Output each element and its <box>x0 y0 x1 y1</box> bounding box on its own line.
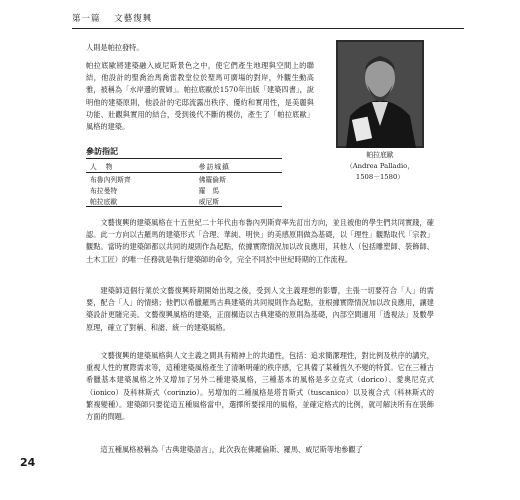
chapter-title: 文藝復興 <box>114 14 153 24</box>
table-cell: 威尼斯 <box>195 195 282 207</box>
table-cell: 佛羅倫斯 <box>198 175 226 184</box>
paragraph-renaissance-style: 文藝復興的建築風格在十五世紀二十年代由布魯內列斯齊率先訂出方向，並且被他的學生們共同實踐，確認。此一方向以古羅馬的建築形式「合理、華純、明快」的美感原則做為基礎，以「理性」觀點取代「宗教」觀點。當時的建築師都以共同的規則作為起點，依據實際情況加以改良應用，其他人（包括雕塑師、裝飾師、土木工匠）的唯一任務就是執行建築師的命令，完全不同於中世紀時期的工作流程。 <box>86 218 434 264</box>
palladio-portrait-image <box>336 40 424 148</box>
paragraph-palladio: 帕拉底歐將建築融入威尼斯景色之中，使它們產生地理與空間上的聯結，他設計的聖喬治馬喬雷教堂位於聖馬可廣場的對岸，外觀生動高雅，被稱為「水岸邊的賣婦」。帕拉底歐於1570年出版「建築四書」，說明他的建築原則，他設計的宅邸流露出秩序、優約和實用性，是美麗與功能、壯觀與實用的結合，受到後代不斷的模仿，產生了「帕拉底歐」風格的建築。 <box>86 61 314 132</box>
table-row <box>86 184 282 195</box>
reference-table-title: 參訪指記 <box>86 147 118 156</box>
reference-table <box>86 158 282 207</box>
page-number: 24 <box>20 456 36 469</box>
column-header-person: 人 物 <box>86 159 195 173</box>
caption-years: 1508－1580） <box>355 173 405 181</box>
paragraph-architect-profession: 建築師這個行業於文藝復興時期開始出現之後，受到人文主義理想的影響，主張一切要符合「人」的需要，配合「人」的情緒；他們以希臘羅馬古典建築的共同規則作為起點，並根據實際情況加以改良應用，讓建築設計更隨完美。文藝復興風格的建築，正面構造以古典建築的原則為基礎，內部空間適用「透視法」及數學原理，確立了對稱、和諧、統一的建築風格。 <box>86 286 434 332</box>
chapter-label: 第一篇 <box>72 14 101 24</box>
paragraph-closing: 這五種風格被稱為「古典建築語言」，此次我在佛羅倫斯、羅馬、威尼斯等地參觀了 <box>100 445 363 454</box>
paragraph-intro: 人則是帕拉發特。 <box>86 43 144 52</box>
paragraph-classical-orders: 文藝復興的建築風格與人文主義之間具有精神上的共通性，包括：追求簡潔理性，對比例及秩序的講究，重視人性的實際需求等，這種建築風格產生了清晰明確的秩序感，它具備了某種恆久不變的特質。它在三種古希臘基本建築風格之外又增加了另外二種建築風格，三種基本的風格是多立克式（dorico）、愛奧尼克式（ionico）及科林斯式（corinzio）。另增加的二種風格是塔肯斯式（tuscanico）以及複合式（科林斯式的繁複變種）。建築師只要從這五種風格當中，選擇所要採用的風格，並確定格式的比例，就可解決所有在裝飾方面的問題。 <box>86 351 434 422</box>
caption-name: 帕拉底歐 <box>366 151 394 159</box>
portrait-caption <box>330 150 430 183</box>
table-cell: 布拉曼特 <box>90 186 118 195</box>
column-header-city: 參訪城鎮 <box>195 159 282 173</box>
table-row <box>86 195 282 207</box>
caption-detail: （Andrea Palladio， <box>345 162 415 170</box>
table-cell: 帕拉底歐 <box>86 195 195 207</box>
table-row <box>86 173 282 185</box>
table-cell: 布魯內列斯齊 <box>90 175 131 184</box>
running-header <box>72 12 464 29</box>
table-cell: 羅 馬 <box>198 186 220 195</box>
